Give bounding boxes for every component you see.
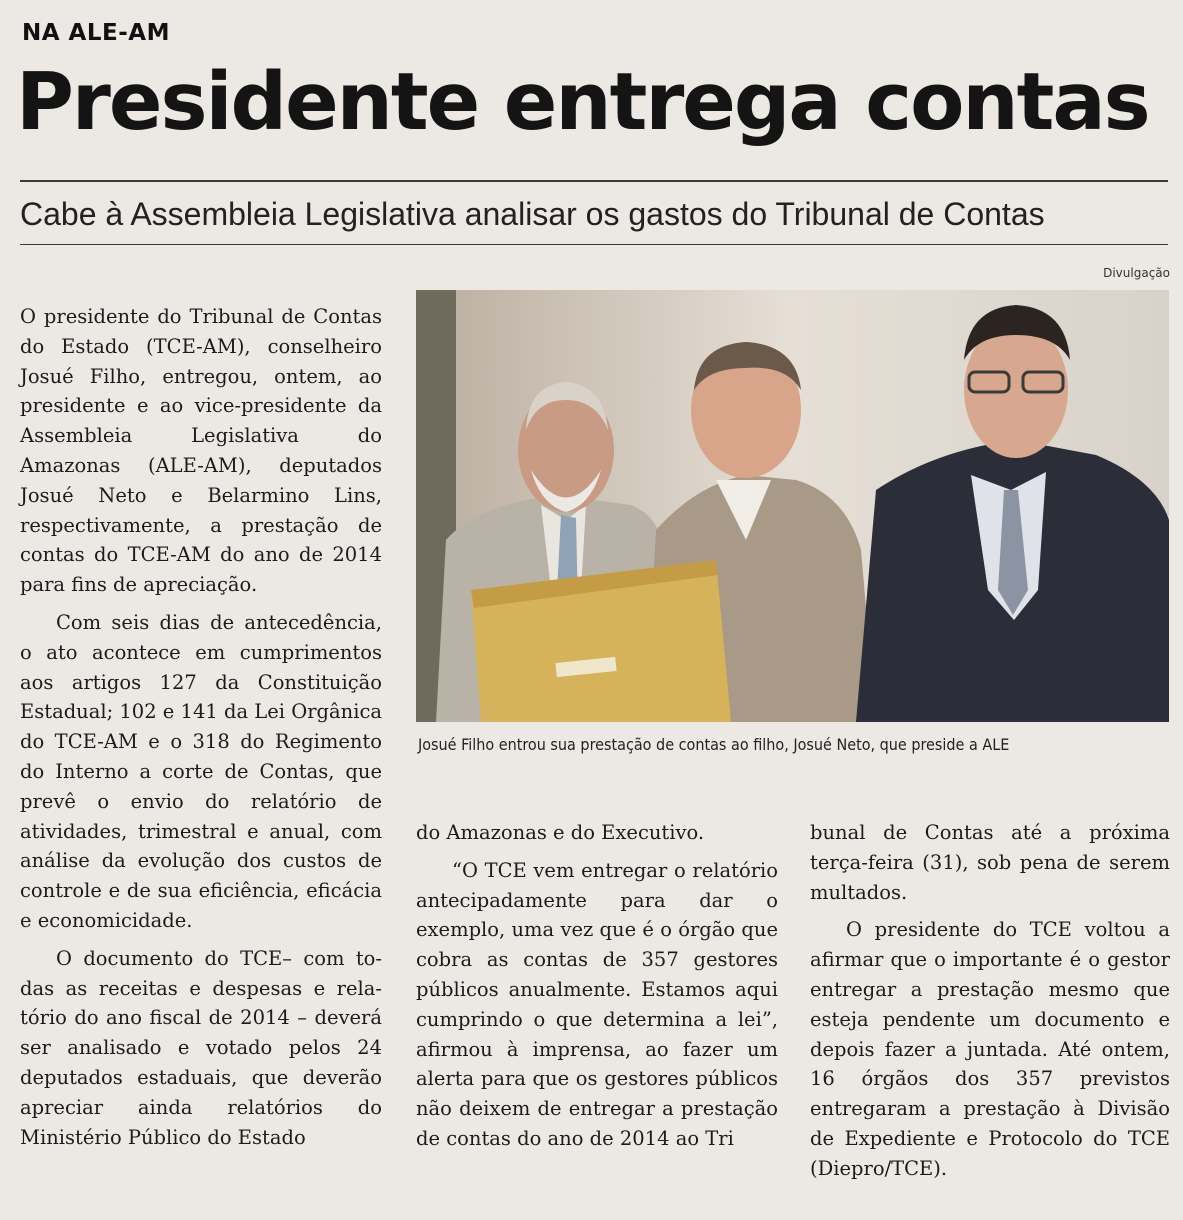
article-column-2 [416,818,778,1154]
headline: Presidente entrega contas [16,56,1149,148]
subheadline: Cabe à Assembleia Legislativa analisar os gastos do Tribunal de Contas [20,196,1045,232]
photo-credit: Divulgação [1103,266,1170,280]
paragraph: do Amazonas e do Executivo. [416,821,705,844]
article-photo [416,290,1169,722]
paragraph: Com seis dias de antecedência, o ato acontece em cumprimentos aos artigos 127 da Constituição Estadual; 102 e 141 da Lei Orgânica do TCE-AM e o 318 do Regimento do Interno a corte de Contas, que prevê o envio do relatório de atividades, trimestral e anual, com análise da evolução dos custos de controle e de sua eficiência, eficácia e economicidade. [20,610,382,932]
divider-top [20,180,1168,182]
paragraph: “O TCE vem entregar o relatório antecipadamente para dar o exemplo, uma vez que é o órgão que cobra as contas de 357 gestores públicos anualmente. Estamos aqui cumprindo o que determina a lei”, afirmou à imprensa, ao fazer um alerta para que os gestores públicos não deixem de entregar a prestação de contas do ano de 2014 ao Tri [416,858,778,1150]
article-column-1 [20,302,382,1152]
paragraph: O documento do TCE– com todas as receitas e despesas e relatório do ano fiscal de 2014 – deverá ser analisado e votado pelos 24 deputados estaduais, que deverão apreciar ainda relatórios do Ministério Público do Estado [20,946,382,1149]
section-kicker: NA ALE-AM [22,20,170,46]
photo-caption: Josué Filho entrou sua prestação de contas ao filho, Josué Neto, que preside a ALE [418,735,1010,754]
paragraph: O presidente do TCE voltou a afirmar que o importante é o gestor entregar a prestação mesmo que esteja pendente um documento e depois fazer a juntada. Até ontem, 16 órgãos dos 357 previstos entregaram a prestação à Divisão de Expediente e Protocolo do TCE (Diepro/TCE). [810,918,1170,1180]
paragraph: O presidente do Tribunal de Contas do Estado (TCE-AM), conselheiro Josué Filho, entregou, ontem, ao presidente e ao vice-presidente da Assembleia Legislativa do Amazonas (ALE-AM), deputados Josué Neto e Belarmino Lins, respectivamente, a prestação de contas do TCE-AM do ano de 2014 para fins de apreciação. [20,305,382,597]
article-column-3 [810,818,1170,1184]
divider-bottom [20,244,1168,245]
paragraph: bunal de Contas até a próxima terça-feira (31), sob pena de serem multados. [810,821,1170,904]
